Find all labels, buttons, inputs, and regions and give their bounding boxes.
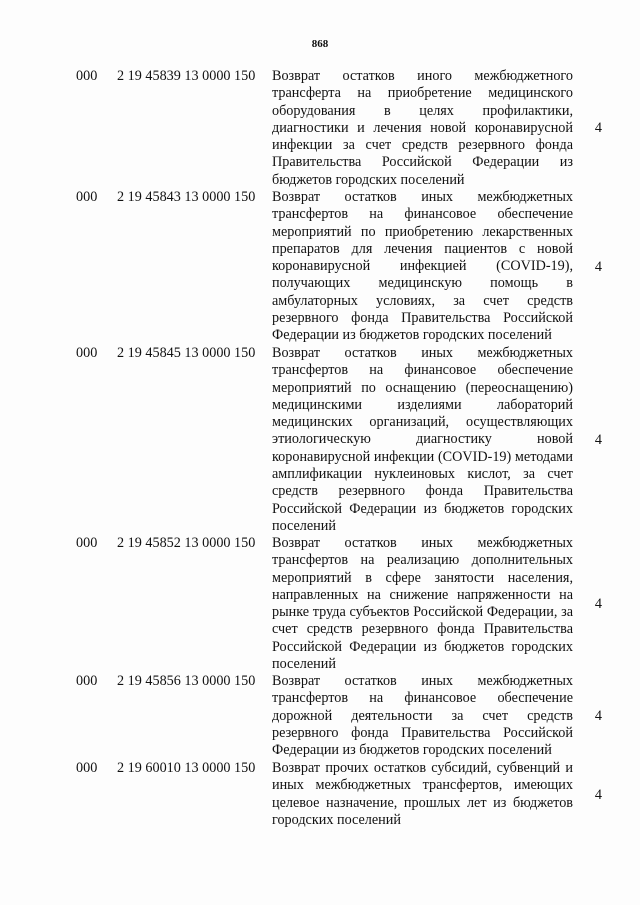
table-row xyxy=(0,535,640,673)
admin-code: 000 xyxy=(76,68,98,84)
admin-code: 000 xyxy=(76,673,98,689)
row-description: Возврат остатков иных межбюджетных трансфертов на финансовое обеспечение мероприятий по приобретению лекарственных препаратов для лечения пациентов с новой коронавирусной инфекцией (COVID-19), получающих медицинскую помощь в амбулаторных условиях, за счет средств резервного фонда Правительства Российской Федерации из бюджетов городских поселений xyxy=(272,189,573,344)
row-amount: 4 xyxy=(594,120,602,136)
budget-code: 2 19 60010 13 0000 150 xyxy=(117,760,256,776)
table-row xyxy=(0,345,640,535)
budget-code: 2 19 45845 13 0000 150 xyxy=(117,345,256,361)
budget-code: 2 19 45856 13 0000 150 xyxy=(117,673,256,689)
budget-code: 2 19 45839 13 0000 150 xyxy=(117,68,256,84)
admin-code: 000 xyxy=(76,760,98,776)
row-amount: 4 xyxy=(594,708,602,724)
row-description: Возврат остатков иных межбюджетных трансфертов на финансовое обеспечение мероприятий по оснащению (переоснащению) медицинскими изделиями лабораторий медицинских организаций, осуществляющих этиологическую диагностику новой коронавирусной инфекции (COVID-19) методами амплификации нуклеиновых кислот, за счет средств резервного фонда Правительства Российской Федерации из бюджетов городских поселений xyxy=(272,345,573,534)
row-amount: 4 xyxy=(594,431,602,448)
row-amount: 4 xyxy=(594,258,602,275)
budget-code: 2 19 45852 13 0000 150 xyxy=(117,535,256,551)
table-row xyxy=(0,760,640,830)
admin-code: 000 xyxy=(76,189,98,205)
row-description: Возврат прочих остатков субсидий, субвенций и иных межбюджетных трансфертов, имеющих целевое назначение, прошлых лет из бюджетов городских поселений xyxy=(272,760,573,828)
table-row xyxy=(0,673,640,760)
row-description: Возврат остатков иного межбюджетного трансферта на приобретение медицинского оборудования в целях профилактики, диагностики и лечения новой коронавирусной инфекции за счет средств резервного фонда Правительства Российской Федерации из бюджетов городских поселений xyxy=(272,68,573,188)
row-amount: 4 xyxy=(594,786,602,803)
row-description: Возврат остатков иных межбюджетных трансфертов на реализацию дополнительных мероприятий в сфере занятости населения, направленных на снижение напряженности на рынке труда субъектов Российской Федерации, за счет средств резервного фонда Правительства Российской Федерации из бюджетов городских поселений xyxy=(272,535,573,673)
admin-code: 000 xyxy=(76,535,98,551)
budget-code: 2 19 45843 13 0000 150 xyxy=(117,189,256,205)
admin-code: 000 xyxy=(76,345,98,361)
row-description: Возврат остатков иных межбюджетных трансфертов на финансовое обеспечение дорожной деятельности за счет средств резервного фонда Правительства Российской Федерации из бюджетов городских поселений xyxy=(272,673,573,759)
row-amount: 4 xyxy=(594,595,602,612)
table-row xyxy=(0,68,640,189)
table-row xyxy=(0,189,640,345)
budget-code-table xyxy=(0,68,640,830)
page-number: 868 xyxy=(311,38,329,50)
